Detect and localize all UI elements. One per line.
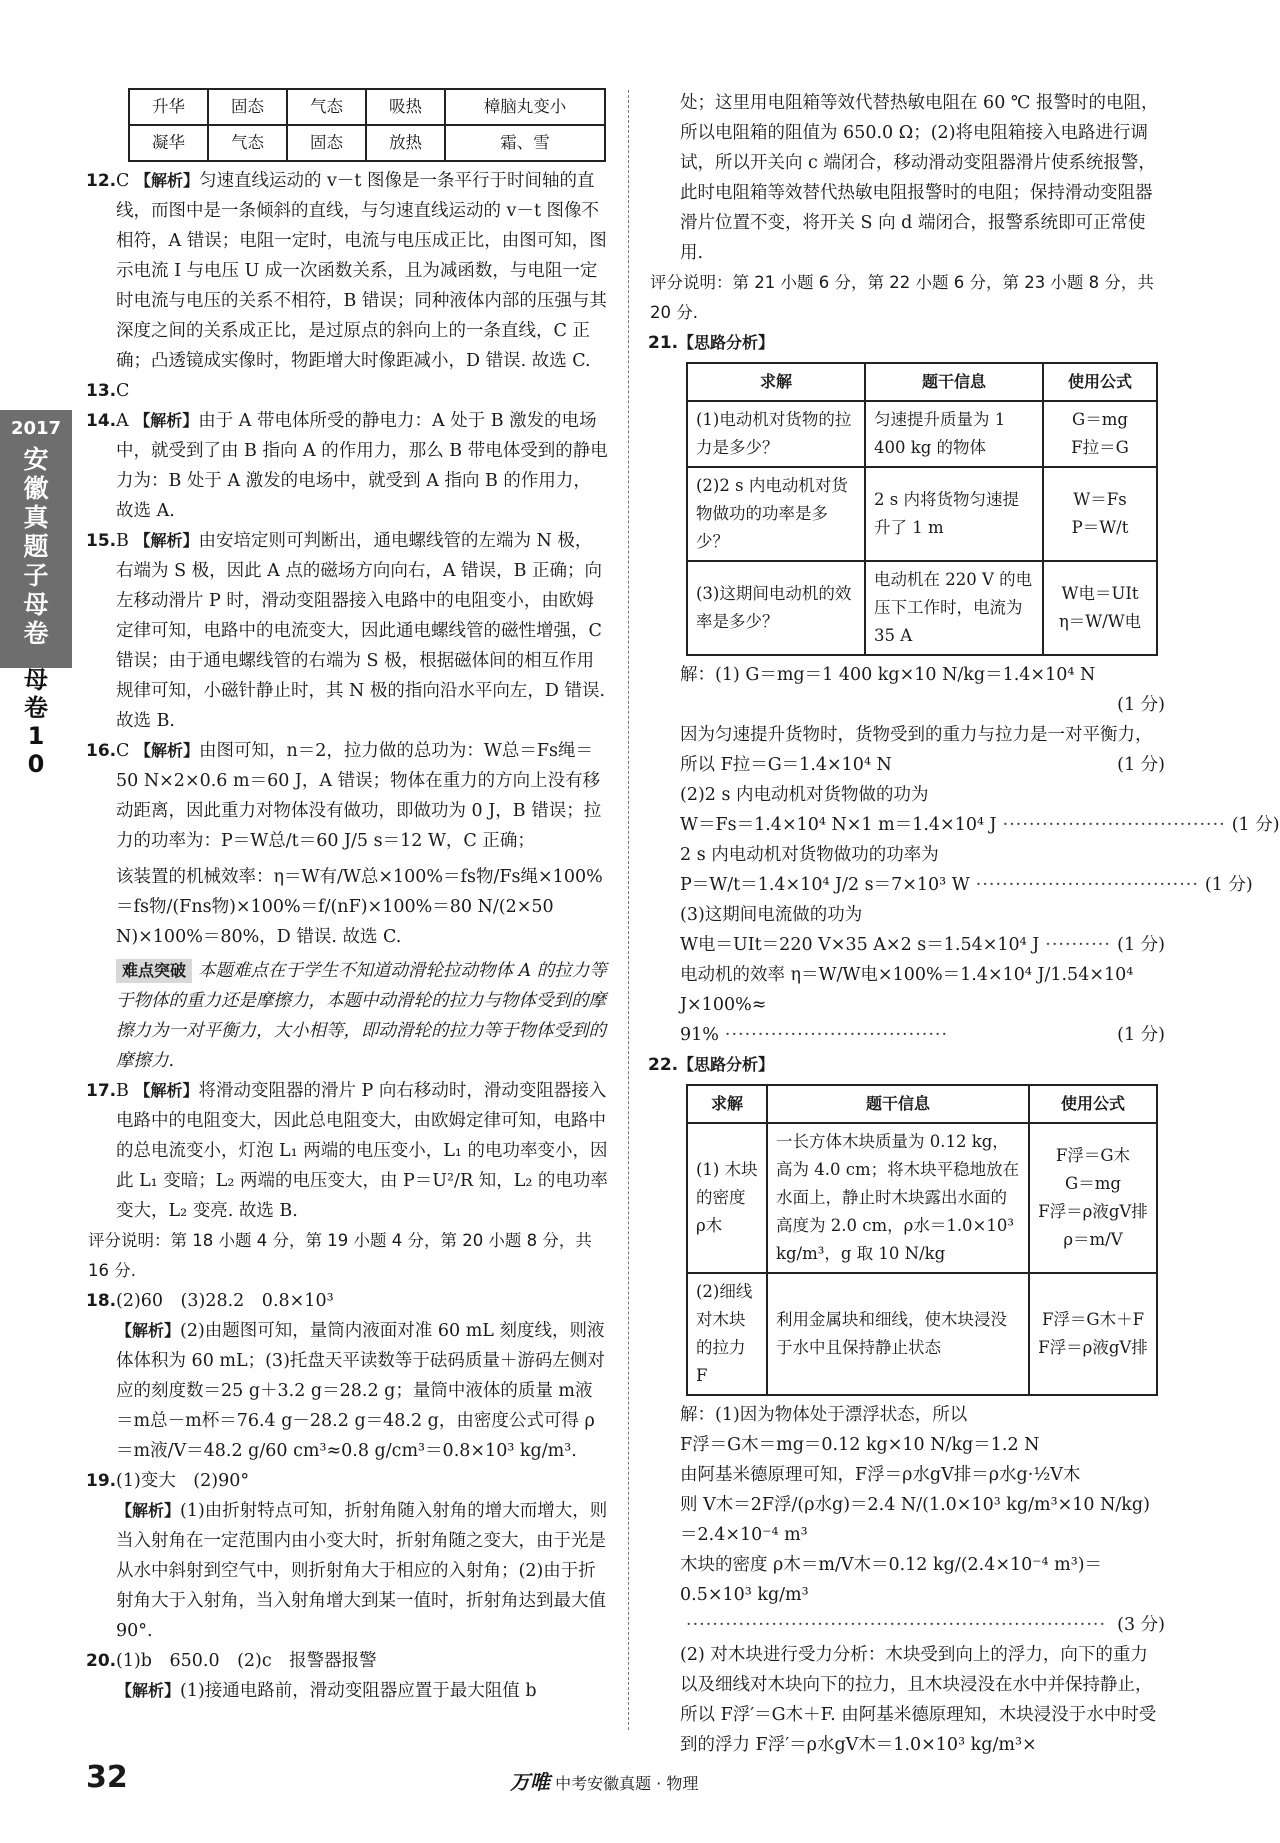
question-number: 17.: [86, 1081, 117, 1101]
solution-line: (2)2 s 内电动机对货物做的功为: [680, 785, 929, 805]
solution-line: [680, 1020, 1165, 1050]
table-cell: 气态: [287, 89, 366, 125]
score-mark: (1 分): [1204, 875, 1253, 895]
analysis-text: 由于 A 带电体所受的静电力：A 处于 B 激发的电场中，就受到了由 B 指向 A 的作用力，那么 B 带电体受到的静电力为：B 处于 A 激发的电场中，就受到 A 指向 B 的作用力，故选 A.: [116, 411, 608, 521]
solution-line: 电动机的效率 η＝W/W电×100%＝1.4×10⁴ J/1.54×10⁴ J×100%≈: [680, 965, 1134, 1015]
answer-choice: B: [116, 1081, 129, 1101]
thinking-tag: 【思路分析】: [678, 1055, 775, 1074]
analysis-text: 由安培定则可判断出，通电螺线管的左端为 N 极，右端为 S 极，因此 A 点的磁场方向向右，A 错误，B 正确；向左移动滑片 P 时，滑动变阻器接入电路中的电阻变小，由欧姆定律可知，电路中的电流变大，因此通电螺线管的磁性增强，C 错误；由于通电螺线管的右端为 S 极，根据磁体间的相互作用规律可知，小磁针静止时，其 N 极的指向沿水平向左，D 错误. 故选 B.: [116, 531, 606, 731]
table-cell: 升华: [129, 89, 208, 125]
side-title: 安徽真题子母卷: [23, 445, 49, 648]
question-number: 13.: [86, 381, 117, 401]
analysis-tag: 【解析】: [134, 741, 199, 760]
solution-line: 解：(1) G＝mg＝1 400 kg×10 N/kg＝1.4×10⁴ N: [680, 665, 1096, 685]
solution-line: [680, 1610, 1165, 1640]
phase-table: [128, 88, 606, 162]
table-header: 使用公式: [1029, 1085, 1157, 1123]
table-header: 题干信息: [767, 1085, 1029, 1123]
analysis-text: (1)由折射特点可知，折射角随入射角的增大而增大，则当入射角在一定范围内由小变大时，折射角随之变大，由于光是从水中斜射到空气中，则折射角大于相应的入射角；(2)由于折射角大于入射角，当入射角增大到某一值时，折射角达到最大值 90°.: [116, 1501, 608, 1641]
question-number: 15.: [86, 531, 117, 551]
analysis-tag: 【解析】: [116, 1681, 181, 1700]
leader-dots: ··········: [1045, 935, 1111, 955]
side-year: 2017: [10, 418, 62, 439]
table-header-row: [687, 1085, 1157, 1123]
table-header: 求解: [687, 363, 865, 401]
table-row: [129, 89, 605, 125]
table-cell: 吸热: [366, 89, 445, 125]
thinking-tag: 【思路分析】: [678, 333, 775, 352]
scoring-note: 评分说明：第 21 小题 6 分，第 22 小题 6 分，第 23 小题 8 分，共 20 分.: [650, 273, 1154, 322]
score-mark: (1 分): [1117, 935, 1165, 955]
table-cell: (2)2 s 内电动机对货物做功的功率是多少？: [687, 467, 865, 561]
formula: W电＝UIt＝220 V×35 A×2 s＝1.54×10⁴ J: [680, 935, 1040, 955]
table-cell: F浮＝G木＋F F浮＝ρ液gV排: [1029, 1273, 1157, 1395]
table-cell: 放热: [366, 125, 445, 161]
score-mark: (1 分): [1117, 695, 1165, 715]
analysis-tag: 【解析】: [134, 1081, 199, 1100]
table-cell: W＝Fs P＝W/t: [1043, 467, 1157, 561]
answer-choice: C: [116, 171, 130, 191]
table-row: [687, 561, 1157, 655]
page-number: 32: [86, 1760, 128, 1795]
table-row: [687, 1273, 1157, 1395]
answer-14: [88, 406, 608, 526]
answer-22: [650, 1050, 1165, 1396]
table-cell: F浮＝G木 G＝mg F浮＝ρ液gV排 ρ＝m/V: [1029, 1123, 1157, 1273]
solution-line: 则 V木＝2F浮/(ρ水g)＝2.4 N/(1.0×10³ kg/m³×10 N/kg)＝2.4×10⁻⁴ m³: [680, 1495, 1150, 1545]
table-cell: 2 s 内将货物匀速提升了 1 m: [865, 467, 1043, 561]
answer-choice: C: [116, 741, 130, 761]
question-number: 12.: [86, 171, 117, 191]
formula: 91%: [680, 1025, 719, 1045]
answer-text: (1)变大 (2)90°: [116, 1471, 250, 1491]
table-header-row: [687, 363, 1157, 401]
analysis-text: (1)接通电路前，滑动变阻器应置于最大阻值 b: [180, 1681, 537, 1701]
column-divider: [628, 90, 629, 1730]
score-mark: (3 分): [1117, 1615, 1165, 1635]
left-column: [88, 88, 608, 1706]
solution-line: 木块的密度 ρ木＝m/V木＝0.12 kg/(2.4×10⁻⁴ m³)＝0.5×10³ kg/m³: [680, 1555, 1103, 1605]
analysis-text: 匀速直线运动的 v－t 图像是一条平行于时间轴的直线，而图中是一条倾斜的直线，与匀速直线运动的 v－t 图像不相符，A 错误；电阻一定时，电流与电压成正比，由图可知，图示电流 I 与电压 U 成一次函数关系，且为减函数，与电阻一定时电流与电压的关系不相符，B 错误；同种液体内部的压强与其深度之间的关系成正比，是过原点的斜向上的一条直线，C 正确；凸透镜成实像时，物距增大时像距减小，D 错误. 故选 C.: [116, 171, 607, 371]
answer-choice: B: [116, 531, 129, 551]
table-cell: 凝华: [129, 125, 208, 161]
answer-text: (2)60 (3)28.2 0.8×10³: [116, 1291, 334, 1311]
answer-18: [88, 1286, 608, 1466]
difficulty-label: 难点突破: [116, 959, 192, 983]
table-row: [129, 125, 605, 161]
brand-logo: 万唯: [510, 1770, 550, 1794]
question-number: 21.: [648, 333, 679, 353]
footer: [510, 1766, 698, 1795]
table-cell: G＝mg F拉＝G: [1043, 401, 1157, 467]
answer-13: [88, 376, 608, 406]
answer-choice: A: [116, 411, 129, 431]
solution-line: (2) 对木块进行受力分析：木块受到向上的浮力，向下的重力以及细线对木块向下的拉力，且木块浸没在水中并保持静止，所以 F浮′＝G木＋F. 由阿基米德原理知，木块浸没于水中时受到的浮力 F浮′＝ρ水gV木＝1.0×10³ kg/m³×: [680, 1645, 1157, 1755]
analysis-tag: 【解析】: [134, 171, 199, 190]
table-header: 题干信息: [865, 363, 1043, 401]
solution-line: (3)这期间电流做的功为: [680, 905, 863, 925]
question-number: 14.: [86, 411, 117, 431]
table-cell: 利用金属块和细线，使木块浸没于水中且保持静止状态: [767, 1273, 1029, 1395]
question-number: 16.: [86, 741, 117, 761]
score-mark: (1 分): [1231, 815, 1280, 835]
table-cell: 电动机在 220 V 的电压下工作时，电流为 35 A: [865, 561, 1043, 655]
score-mark: (1 分): [1117, 755, 1165, 775]
analysis-tag: 【解析】: [134, 531, 199, 550]
solution-line: [680, 810, 1280, 840]
solution-22: [650, 1400, 1165, 1760]
question-number: 18.: [86, 1291, 117, 1311]
analysis-tag: 【解析】: [116, 1501, 181, 1520]
thinking-table-21: [686, 362, 1158, 656]
thinking-table-22: [686, 1084, 1158, 1396]
table-row: [687, 1123, 1157, 1273]
efficiency-formula: 该装置的机械效率：η＝W有/W总×100%＝fs物/Fs绳×100%＝fs物/(Fns物)×100%＝f/(nF)×100%＝80 N/(2×50 N)×100%＝80%，D 错误. 故选 C.: [116, 867, 603, 947]
right-column: [648, 88, 1280, 1760]
solution-line: [680, 870, 1253, 900]
solution-line: 因为匀速提升货物时，货物受到的重力与拉力是一对平衡力，所以 F拉＝G＝1.4×10⁴ N: [680, 725, 1153, 775]
answer-choice: C: [116, 381, 130, 401]
answer-15: [88, 526, 608, 736]
table-cell: 一长方体木块质量为 0.12 kg，高为 4.0 cm；将木块平稳地放在水面上，静止时木块露出水面的高度为 2.0 cm，ρ水＝1.0×10³ kg/m³，g 取 10 N/kg: [767, 1123, 1029, 1273]
leader-dots: ································································: [686, 1615, 1107, 1635]
solution-line: F浮＝G木＝mg＝0.12 kg×10 N/kg＝1.2 N: [680, 1435, 1040, 1455]
answer-17: [88, 1076, 608, 1226]
formula: W＝Fs＝1.4×10⁴ N×1 m＝1.4×10⁴ J: [680, 815, 997, 835]
analysis-tag: 【解析】: [116, 1321, 181, 1340]
table-header: 求解: [687, 1085, 767, 1123]
solution-line: [680, 930, 1165, 960]
table-cell: (1)电动机对货物的拉力是多少？: [687, 401, 865, 467]
solution-line: 2 s 内电动机对货物做功的功率为: [680, 845, 939, 865]
analysis-tag: 【解析】: [134, 411, 199, 430]
answer-21: [650, 328, 1165, 656]
table-cell: 匀速提升质量为 1 400 kg 的物体: [865, 401, 1043, 467]
leader-dots: ··································: [1002, 815, 1226, 835]
table-cell: 固态: [287, 125, 366, 161]
table-cell: (2)细线对木块的拉力 F: [687, 1273, 767, 1395]
table-row: [687, 401, 1157, 467]
answer-text: (1)b 650.0 (2)c 报警器报警: [116, 1651, 377, 1671]
table-cell: 樟脑丸变小: [445, 89, 605, 125]
question-number: 22.: [648, 1055, 679, 1075]
answer-16: [88, 736, 608, 952]
solution-line: 解：(1)因为物体处于漂浮状态，所以: [680, 1405, 968, 1425]
answer-12: [88, 166, 608, 376]
score-mark: (1 分): [1117, 1025, 1165, 1045]
question-number: 19.: [86, 1471, 117, 1491]
solution-line: 由阿基米德原理可知，F浮＝ρ水gV排＝ρ水g·½V木: [680, 1465, 1081, 1485]
difficulty-text: 本题难点在于学生不知道动滑轮拉动物体 A 的拉力等于物体的重力还是摩擦力，本题中动滑轮的拉力与物体受到的摩擦力为一对平衡力，大小相等，即动滑轮的拉力等于物体受到的摩擦力.: [116, 961, 607, 1071]
table-cell: (1) 木块的密度 ρ木: [687, 1123, 767, 1273]
table-cell: 固态: [208, 89, 287, 125]
answer-20: [88, 1646, 608, 1706]
answer-20-continued: 处；这里用电阻箱等效代替热敏电阻在 60 ℃ 报警时的电阻，所以电阻箱的阻值为 650.0 Ω；(2)将电阻箱接入电路进行调试，所以开关向 c 端闭合，移动滑动变阻器滑片使系统报警，此时电阻箱等效替代热敏电阻报警时的电阻；保持滑动变阻器滑片位置不变，将开关 S 向 d 端闭合，报警系统即可正常使用.: [680, 93, 1159, 263]
table-row: [687, 467, 1157, 561]
table-cell: 霜、雪: [445, 125, 605, 161]
question-number: 20.: [86, 1651, 117, 1671]
difficulty-note: [88, 956, 608, 1076]
footer-text: 中考安徽真题 · 物理: [555, 1774, 699, 1793]
side-subtitle: 母卷10: [24, 666, 48, 778]
analysis-text: 将滑动变阻器的滑片 P 向右移动时，滑动变阻器接入电路中的电阻变大，因此总电阻变大，由欧姆定律可知，电路中的总电流变小，灯泡 L₁ 两端的电压变小，L₁ 的电功率变小，因此 L₁ 变暗；L₂ 两端的电压变大，由 P＝U²/R 知，L₂ 的电功率变大，L₂ 变亮. 故选 B.: [116, 1081, 608, 1221]
scoring-note: 评分说明：第 18 小题 4 分，第 19 小题 4 分，第 20 小题 8 分，共 16 分.: [88, 1231, 592, 1280]
analysis-text: 由图可知，n＝2，拉力做的总功为：W总＝Fs绳＝50 N×2×0.6 m＝60 J，A 错误；物体在重力的方向上没有移动距离，因此重力对物体没有做功，即做功为 0 J，B 错误；拉力的功率为：P＝W总/t＝60 J/5 s＝12 W，C 正确；: [116, 741, 602, 851]
solution-21: [650, 660, 1280, 1050]
table-cell: (3)这期间电动机的效率是多少？: [687, 561, 865, 655]
table-cell: 气态: [208, 125, 287, 161]
formula: P＝W/t＝1.4×10⁴ J/2 s＝7×10³ W: [680, 875, 970, 895]
leader-dots: ··································: [975, 875, 1199, 895]
table-cell: W电＝UIt η＝W/W电: [1043, 561, 1157, 655]
analysis-text: (2)由题图可知，量筒内液面对准 60 mL 刻度线，则液体体积为 60 mL；(3)托盘天平读数等于砝码质量＋游码左侧对应的刻度数＝25 g＋3.2 g＝28.2 g；量筒中液体的质量 m液＝m总－m杯＝76.4 g－28.2 g＝48.2 g，由密度公式可得 ρ＝m液/V＝48.2 g/60 cm³≈0.8 g/cm³＝0.8×10³ kg/m³.: [116, 1321, 605, 1461]
table-header: 使用公式: [1043, 363, 1157, 401]
leader-dots: ··································: [724, 1025, 949, 1045]
answer-19: [88, 1466, 608, 1646]
